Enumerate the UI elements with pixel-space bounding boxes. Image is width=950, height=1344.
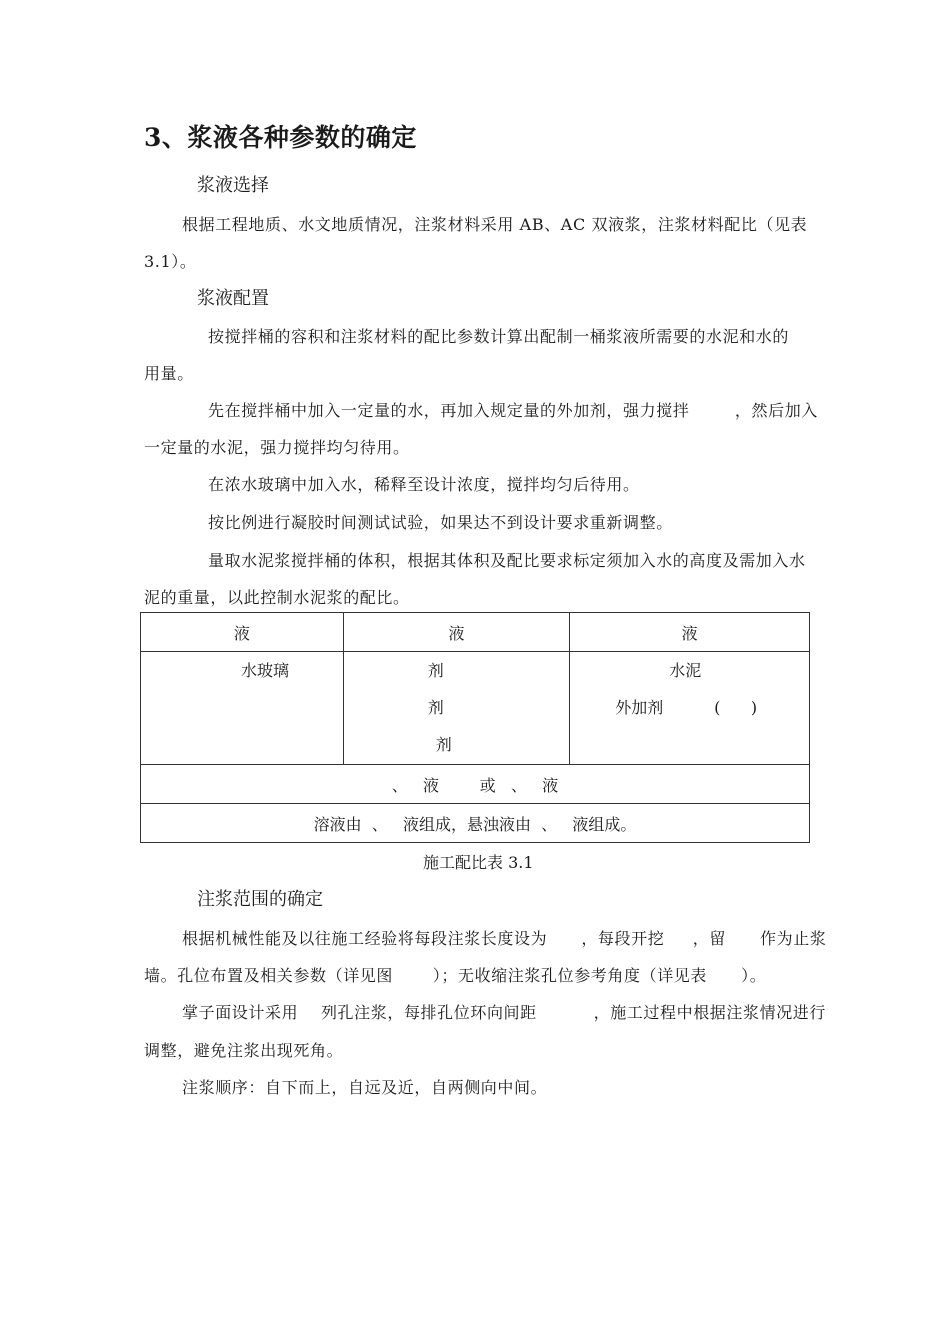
subheading-slurry-selection: 浆液选择 <box>197 175 269 196</box>
section-title: 3、浆液各种参数的确定 <box>144 123 417 152</box>
paragraph-line: 按搅拌桶的容积和注浆材料的配比参数计算出配制一桶浆液所需要的水泥和水的 <box>208 327 790 346</box>
table-cell-liquid-a <box>141 652 344 765</box>
paragraph-line: 一定量的水泥，强力搅拌均匀待用。 <box>144 438 410 457</box>
cell-text: 剂 <box>435 735 452 754</box>
paragraph-line: 注浆顺序：自下而上，自远及近，自两侧向中间。 <box>182 1078 548 1097</box>
mix-ratio-table <box>140 612 810 843</box>
table-row-mix: 、 液 或 、 液 <box>141 765 810 804</box>
table-cell-liquid-b <box>343 652 569 765</box>
table-caption: 施工配比表 3.1 <box>423 853 534 872</box>
cell-text: 剂 <box>427 698 444 717</box>
table-header-cell: 液 <box>343 613 569 652</box>
table-cell-liquid-c <box>570 652 810 765</box>
paragraph-line: 泥的重量，以此控制水泥浆的配比。 <box>144 588 410 607</box>
table-row-composition: 溶液由 、 液组成，悬浊液由 、 液组成。 <box>141 804 810 843</box>
paragraph-line: 按比例进行凝胶时间测试试验，如果达不到设计要求重新调整。 <box>208 513 673 532</box>
subheading-grouting-range: 注浆范围的确定 <box>197 889 323 910</box>
table-header-cell: 液 <box>141 613 344 652</box>
paragraph-line: 根据工程地质、水文地质情况，注浆材料采用 AB、AC 双液浆，注浆材料配比（见表 <box>182 215 808 234</box>
table-header-cell: 液 <box>570 613 810 652</box>
paragraph-line: 用量。 <box>144 364 194 383</box>
paragraph-line: 掌子面设计采用 列孔注浆，每排孔位环向间距 ，施工过程中根据注浆情况进行 <box>182 1003 827 1022</box>
cell-text: 剂 <box>427 661 444 680</box>
cell-text: 水泥 <box>669 661 702 680</box>
paragraph-line: 量取水泥浆搅拌桶的体积，根据其体积及配比要求标定须加入水的高度及需加入水 <box>208 551 806 570</box>
cell-text: 外加剂 ( ) <box>615 698 758 717</box>
paragraph-line: 根据机械性能及以往施工经验将每段注浆长度设为 ，每段开挖 ，留 作为止浆 <box>182 929 827 948</box>
paragraph-line: 先在搅拌桶中加入一定量的水，再加入规定量的外加剂，强力搅拌 ，然后加入 <box>208 401 818 420</box>
paragraph-line: 调整，避免注浆出现死角。 <box>144 1041 344 1060</box>
cell-text: 水玻璃 <box>241 661 290 680</box>
paragraph-line: 在浓水玻璃中加入水，稀释至设计浓度，搅拌均匀后待用。 <box>208 475 640 494</box>
paragraph-line: 墙。孔位布置及相关参数（详见图 ）；无收缩注浆孔位参考角度（详见表 ）。 <box>144 966 767 985</box>
subheading-slurry-preparation: 浆液配置 <box>197 288 269 309</box>
paragraph-line: 3.1）。 <box>144 252 197 271</box>
